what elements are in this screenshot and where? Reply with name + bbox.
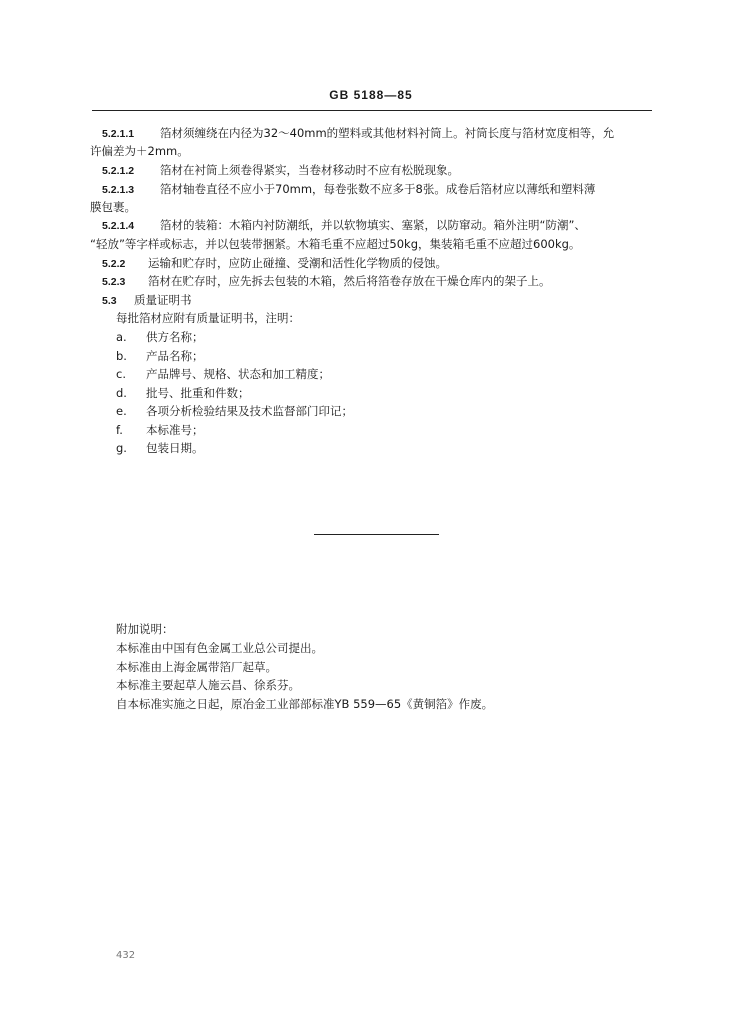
list-item-text: 产品名称； [146, 349, 204, 363]
list-item-text: 本标准号； [146, 423, 204, 437]
page-number: 432 [116, 950, 136, 961]
header-rule [92, 110, 652, 111]
list-item-text: 各项分析检验结果及技术监督部门印记； [146, 404, 353, 418]
clause-5-2-1-1 [102, 125, 614, 142]
list-item-label: c. [116, 367, 126, 381]
list-item-text: 批号、批重和件数； [146, 386, 250, 400]
additional-note-line: 本标准主要起草人施云昌、徐系芬。 [116, 678, 300, 692]
list-item-text: 包装日期。 [146, 441, 204, 455]
clause-5-2-2 [102, 255, 447, 272]
clause-number: 5.2.1.4 [102, 220, 135, 232]
list-item-label: b. [116, 349, 127, 363]
additional-note-line: 本标准由上海金属带箔厂起草。 [116, 660, 277, 674]
clause-text: 箔材在衬筒上须卷得紧实，当卷材移动时不应有松脱现象。 [160, 163, 459, 177]
list-item [116, 329, 204, 345]
additional-note-line: 本标准由中国有色金属工业总公司提出。 [116, 641, 323, 655]
clause-5-2-1-2 [102, 162, 459, 179]
clause-5-2-1-3 [102, 181, 595, 198]
clause-text: 箔材在贮存时，应先拆去包装的木箱，然后将箔卷存放在干燥仓库内的架子上。 [148, 274, 551, 288]
list-item-text: 产品牌号、规格、状态和加工精度； [146, 367, 330, 381]
list-item [116, 422, 204, 438]
clause-5-2-1-1-continued: 许偏差为＋2mm。 [90, 144, 189, 158]
clause-text: 运输和贮存时，应防止碰撞、受潮和活性化学物质的侵蚀。 [148, 256, 447, 270]
clause-text: 箔材的装箱：木箱内衬防潮纸，并以软物填实、塞紧，以防窜动。箱外注明“防潮”、 [160, 218, 586, 232]
list-item-label: d. [116, 386, 127, 400]
clause-number: 5.2.1.3 [102, 184, 135, 196]
list-item-label: f. [116, 423, 123, 437]
list-item [116, 403, 353, 419]
list-item-label: a. [116, 330, 127, 344]
section-end-rule [314, 534, 439, 535]
list-item [116, 366, 330, 382]
additional-note-line: 自本标准实施之日起，原冶金工业部部标准YB 559—65《黄铜箔》作废。 [116, 697, 494, 711]
clause-text: 箔材须缠绕在内径为32～40mm的塑料或其他材料衬筒上。衬筒长度与箔材宽度相等，允 [160, 126, 615, 140]
clause-5-2-1-4-continued: “轻放”等字样或标志，并以包装带捆紧。木箱毛重不应超过50kg，集装箱毛重不应超过600kg。 [90, 237, 581, 251]
list-item [116, 385, 250, 401]
list-item [116, 348, 204, 364]
clause-number: 5.3 [102, 295, 117, 307]
clause-5-2-1-3-continued: 膜包裹。 [90, 200, 136, 214]
clause-number: 5.2.2 [102, 258, 126, 270]
clause-5-3 [102, 292, 192, 309]
additional-notes-heading: 附加说明： [116, 622, 174, 636]
list-item-text: 供方名称； [146, 330, 204, 344]
clause-text: 质量证明书 [134, 293, 192, 307]
clause-text: 箔材轴卷直径不应小于70mm，每卷张数不应多于8张。成卷后箔材应以薄纸和塑料薄 [160, 182, 596, 196]
certificate-intro: 每批箔材应附有质量证明书，注明： [116, 311, 300, 325]
list-item-label: e. [116, 404, 127, 418]
list-item [116, 440, 204, 456]
clause-number: 5.2.3 [102, 276, 126, 288]
page-header-standard-number: GB 5188—85 [329, 88, 413, 102]
clause-5-2-3 [102, 273, 551, 290]
clause-number: 5.2.1.1 [102, 128, 135, 140]
clause-5-2-1-4 [102, 217, 586, 234]
list-item-label: g. [116, 441, 127, 455]
clause-number: 5.2.1.2 [102, 165, 135, 177]
